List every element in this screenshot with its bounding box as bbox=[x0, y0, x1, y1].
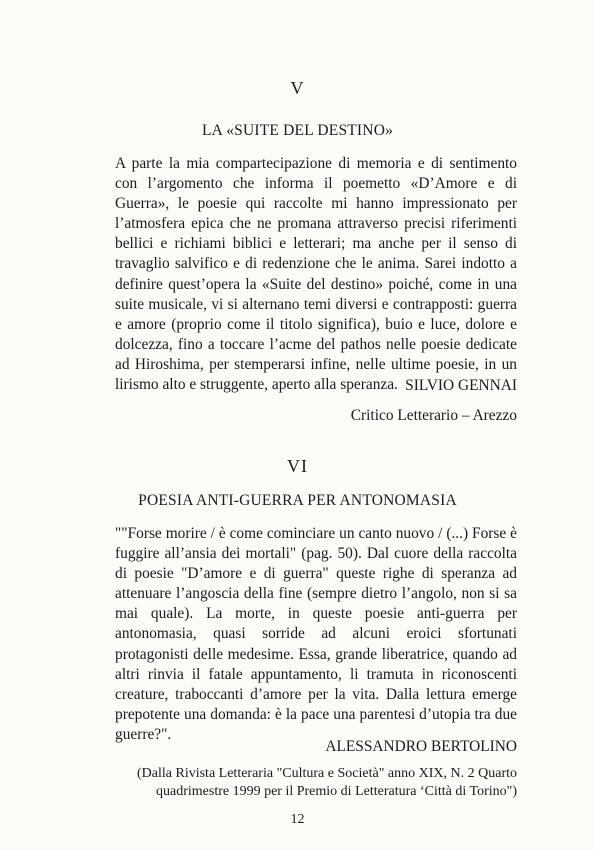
author-role: Critico Letterario – Arezzo bbox=[350, 407, 517, 424]
source-line: quadrimestre 1999 per il Premio di Letteratura ‘Città di Torino") bbox=[156, 784, 517, 799]
section-paragraph: A parte la mia compartecipazione di memoria e di sentimento con l’argomento che informa il poemetto «D’Amore e di Guerra», le poesie qui raccolte mi hanno impressionato per l’atmosfera epica che ne promana attraverso precisi riferimenti bellici e richiami biblici e letterari; ma anche per il senso di travaglio salvifico e di redenzione che le anima. Sarei indotto a definire quest’opera la «Suite del destino» poiché, come in una suite musicale, vi si alternano temi diversi e contrapposti: guerra e amore (proprio come il titolo significa), buio e luce, dolore e dolcezza, fino a toccare l’acme del pathos nelle poesie dedicate ad Hiroshima, per stemperarsi infine, nelle ultime poesie, in un lirismo alto e struggente, aperto alla speranza. bbox=[115, 155, 517, 394]
section-number: V bbox=[290, 78, 305, 98]
author-name: ALESSANDRO BERTOLINO bbox=[325, 738, 517, 755]
section-title: LA «SUITE DEL DESTINO» bbox=[201, 122, 394, 139]
page-number: 12 bbox=[290, 812, 305, 827]
author-name: SILVIO GENNAI bbox=[405, 377, 517, 394]
source-citation bbox=[115, 765, 517, 801]
section-title: POESIA ANTI-GUERRA PER ANTONOMASIA bbox=[138, 492, 457, 509]
section-paragraph: ""Forse morire / è come cominciare un canto nuovo / (...) Forse è fuggire all’ansia dei mortali" (pag. 50). Dal cuore della raccolta di poesie "D’amore e di guerra" queste righe di speranza ad attenuare l’angoscia della fine (sempre dietro l’angolo, non si sa mai quale). La morte, in queste poesie anti-guerra per antonomasia, quasi sorride ad alcuni eroici sfortunati protagonisti delle medesime. Essa, grande liberatrice, quando ad altri rinvia il fatale appuntamento, li tramuta in riconoscenti creature, traboccanti d’amore per la vita. Dalla lettura emerge prepotente una domanda: è la pace una parentesi d’utopia tra due guerre?". bbox=[115, 525, 517, 743]
source-line: (Dalla Rivista Letteraria "Cultura e Società" anno XIX, N. 2 Quarto bbox=[137, 766, 517, 781]
section-number: VI bbox=[287, 456, 308, 476]
